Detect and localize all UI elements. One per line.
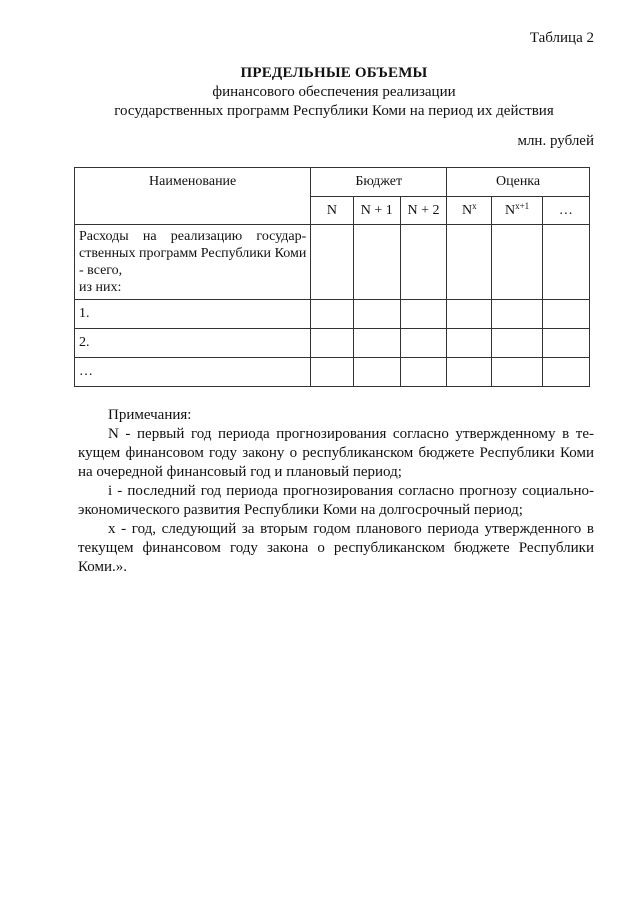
table-cell	[492, 329, 542, 358]
table-row	[75, 329, 590, 358]
table-row	[75, 300, 590, 329]
table-cell	[353, 225, 400, 300]
row-total-suffix: из них:	[79, 280, 122, 295]
header-col-n2-label: N + 2	[407, 202, 440, 218]
document-subtitle-line2: государственных программ Республики Коми на период их действия	[114, 103, 554, 119]
table-cell	[400, 358, 446, 387]
limits-table	[74, 167, 590, 387]
table-cell	[492, 300, 542, 329]
note-x: x - год, следующий за вторым годом планового периода утвержденного в текущем финансовом году закона о республиканском бюджете Республики Коми.».	[78, 521, 594, 575]
table-cell	[400, 300, 446, 329]
header-col-nx1-base: N	[504, 202, 516, 218]
units-label: млн. рублей	[517, 133, 594, 149]
notes-section	[78, 406, 594, 577]
table-header-row-1	[75, 168, 590, 197]
table-row	[75, 225, 590, 300]
document-subtitle-line1: финансового обеспечения реализации	[212, 84, 456, 100]
header-name-label: Наименование	[149, 174, 237, 189]
header-col-nx1	[492, 197, 542, 225]
header-col-nx	[447, 197, 492, 225]
table-cell	[492, 358, 542, 387]
table-cell	[542, 329, 589, 358]
table-cell	[311, 300, 353, 329]
row-item-name	[75, 300, 311, 329]
table-cell	[353, 358, 400, 387]
header-col-nx1-sup: x+1	[515, 200, 530, 211]
table-cell	[542, 300, 589, 329]
table-cell	[353, 329, 400, 358]
row-item-label: 2.	[79, 335, 90, 350]
row-total-name	[75, 225, 311, 300]
row-item-label: …	[79, 364, 93, 379]
header-col-n1-label: N + 1	[360, 202, 393, 218]
notes-title: Примечания:	[108, 407, 192, 423]
header-estimate-label: Оценка	[496, 174, 541, 189]
header-name	[75, 168, 311, 225]
header-estimate-group	[447, 168, 590, 197]
table-cell	[542, 358, 589, 387]
header-col-n2	[400, 197, 446, 225]
header-col-more-label: …	[558, 202, 573, 218]
table-cell	[542, 225, 589, 300]
table-cell	[353, 300, 400, 329]
table-cell	[311, 225, 353, 300]
table-cell	[400, 225, 446, 300]
table-cell	[311, 358, 353, 387]
table-row	[75, 358, 590, 387]
table-cell	[311, 329, 353, 358]
title-block	[0, 64, 640, 121]
header-col-more	[542, 197, 589, 225]
table-cell	[400, 329, 446, 358]
row-total-label: Расходы на реализацию государственных программ Республики Коми - всего,	[79, 229, 307, 278]
table-cell	[447, 300, 492, 329]
table-cell	[447, 358, 492, 387]
table-cell	[447, 225, 492, 300]
header-col-n-label: N	[326, 202, 338, 218]
row-item-label: 1.	[79, 306, 90, 321]
row-item-name	[75, 329, 311, 358]
header-col-n1	[353, 197, 400, 225]
header-budget-label: Бюджет	[355, 174, 403, 189]
document-title: ПРЕДЕЛЬНЫЕ ОБЪЕМЫ	[240, 65, 428, 81]
header-budget-group	[311, 168, 447, 197]
note-n: N - первый год периода прогнозирования согласно утвержденному в текущем финансовом году закону о республиканском бюджете Республики Коми на очередной финансовый год и плановый период;	[78, 426, 594, 480]
table-cell	[447, 329, 492, 358]
header-col-nx-sup: x	[472, 200, 477, 211]
header-col-nx-base: N	[461, 202, 473, 218]
table-cell	[492, 225, 542, 300]
header-col-n	[311, 197, 353, 225]
table-number-label: Таблица 2	[529, 30, 594, 46]
note-i: i - последний год периода прогнозирования согласно прогнозу социально-экономического развития Республики Коми на долгосрочный период;	[78, 483, 594, 518]
row-item-name	[75, 358, 311, 387]
